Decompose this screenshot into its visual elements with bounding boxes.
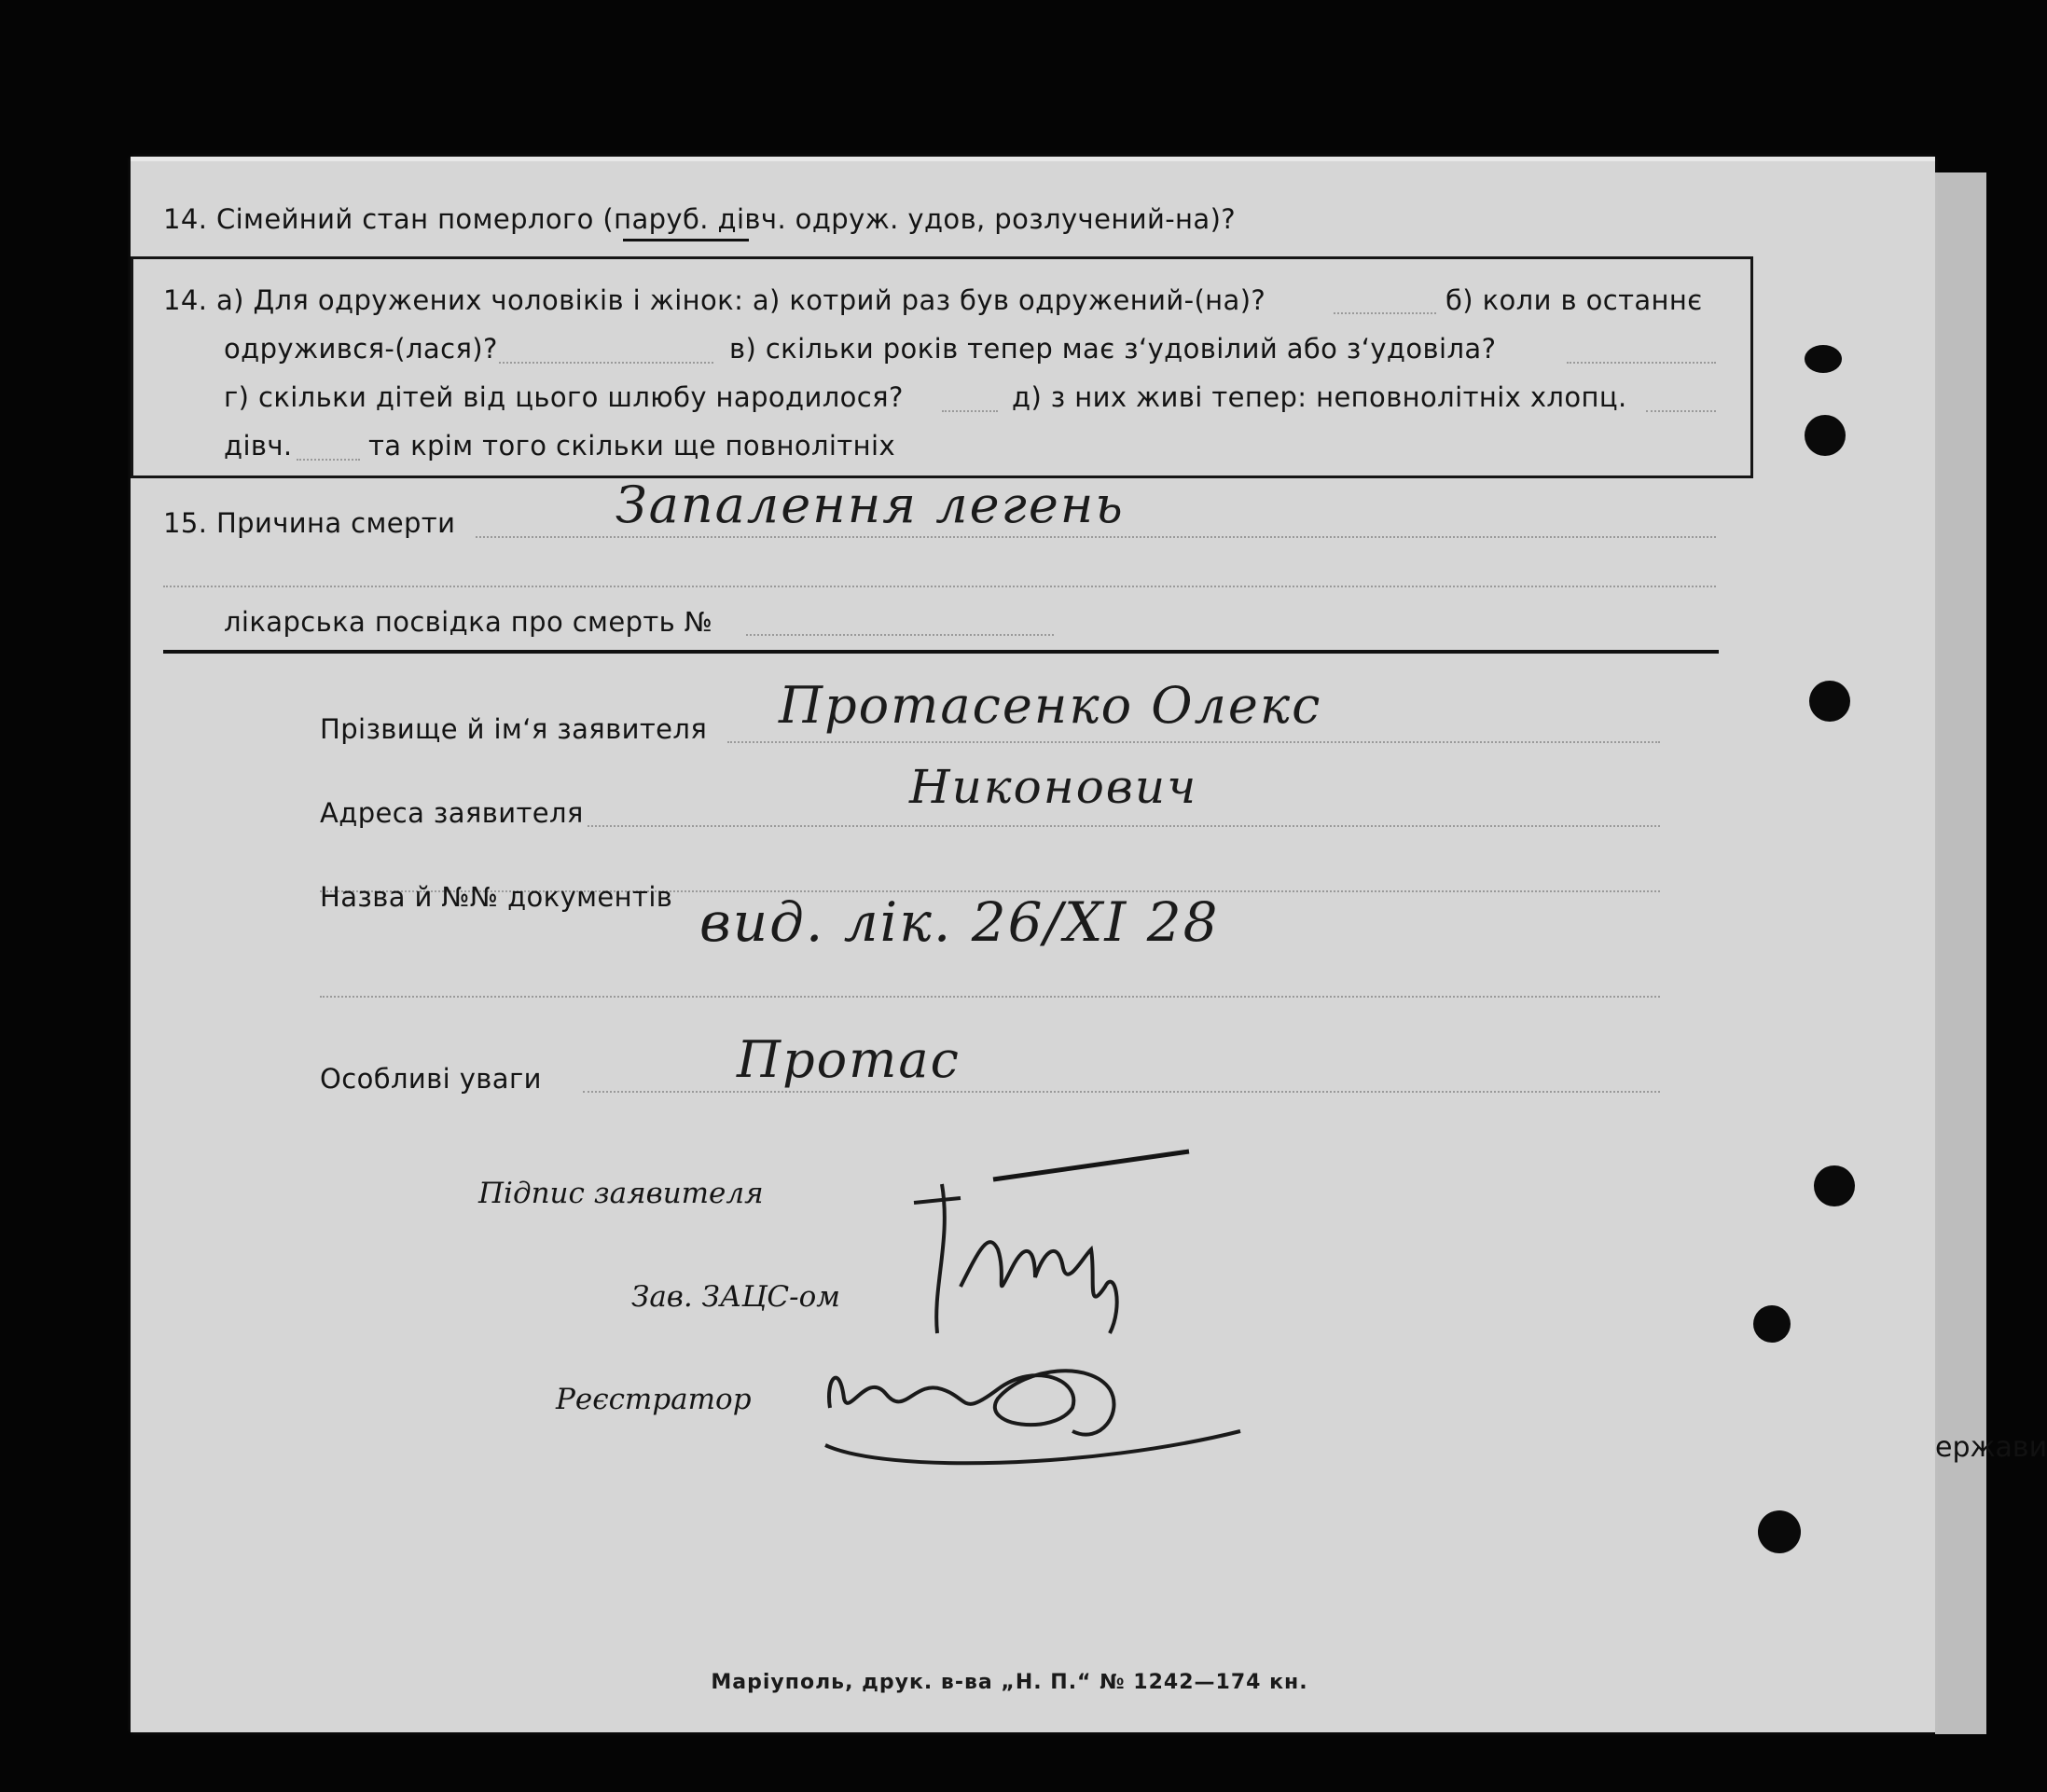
question-14a-line3a: г) скільки дітей від цього шлюбу народилося?	[224, 381, 904, 413]
question-15-cause-of-death: 15. Причина смерти	[163, 507, 456, 539]
registrar-label: Реєстратор	[556, 1383, 752, 1416]
dotted-field	[942, 410, 998, 412]
documents-handwriting: вид. лік. 26/XI 28	[699, 890, 1220, 954]
question-14a-line3b: д) з них живі тепер: неповнолітніх хлопц.	[1012, 381, 1627, 413]
cause-of-death-handwriting: Запалення легень	[615, 476, 1125, 534]
adjacent-page-edge	[1935, 172, 2047, 1734]
question-14a-line4b: та крім того скільки ще повнолітніх	[368, 430, 896, 462]
dotted-field	[297, 459, 360, 461]
question-14-marital-status: 14. Сімейний стан померлого (паруб. дівч. одруж. удов, розлучений-на)?	[163, 203, 1237, 235]
remarks-label: Особливі уваги	[320, 1063, 542, 1095]
underline-mark	[623, 239, 749, 241]
remarks-handwriting: Протас	[737, 1030, 961, 1089]
section-divider	[163, 650, 1719, 654]
binder-hole	[1758, 1510, 1801, 1553]
printer-imprint: Маріуполь, друк. в-ва „Н. П.“ № 1242—174 кн.	[711, 1671, 1308, 1694]
dotted-field	[588, 825, 1660, 827]
binder-hole	[1814, 1165, 1855, 1206]
applicant-address-label: Адреса заявителя	[320, 797, 584, 829]
applicant-name-handwriting: Протасенко Олекс	[779, 676, 1322, 735]
binder-hole	[1753, 1305, 1791, 1343]
dotted-field	[1646, 410, 1716, 412]
medical-certificate-label: лікарська посвідка про смерть №	[224, 606, 713, 638]
registry-head-signature	[895, 1175, 1138, 1361]
applicant-patronymic-handwriting: Никонович	[909, 760, 1198, 814]
registrar-signature	[811, 1343, 1250, 1473]
dotted-field	[1334, 312, 1436, 314]
dotted-field	[476, 536, 1716, 538]
adjacent-page-fragment: ержави	[1935, 1431, 2047, 1464]
applicant-signature-label: Підпис заявителя	[478, 1177, 764, 1210]
documents-label: Назва й №№ документів	[320, 881, 673, 913]
dotted-field	[320, 996, 1660, 998]
binder-hole	[1809, 681, 1850, 722]
dotted-field	[163, 586, 1716, 587]
dotted-field	[1567, 362, 1716, 364]
question-14a-line2b: в) скільки років тепер має з‘удовілий або з‘удовіла?	[729, 333, 1497, 365]
dotted-field	[746, 634, 1054, 636]
applicant-name-label: Прізвище й ім‘я заявителя	[320, 713, 708, 745]
dotted-field	[727, 741, 1660, 743]
question-14a-line2a: одружився-(лася)?	[224, 333, 498, 365]
dotted-field	[499, 362, 713, 364]
dotted-field	[583, 1091, 1660, 1093]
question-14a-line4a: дівч.	[224, 430, 293, 462]
registry-head-label: Зав. ЗАЦС-ом	[631, 1280, 840, 1314]
binder-hole	[1805, 415, 1846, 456]
question-14a-line1b: б) коли в останнє	[1445, 284, 1703, 316]
question-14a-line1: 14. а) Для одружених чоловіків і жінок: а) котрий раз був одружений-(на)?	[163, 284, 1266, 316]
binder-hole	[1805, 345, 1842, 373]
